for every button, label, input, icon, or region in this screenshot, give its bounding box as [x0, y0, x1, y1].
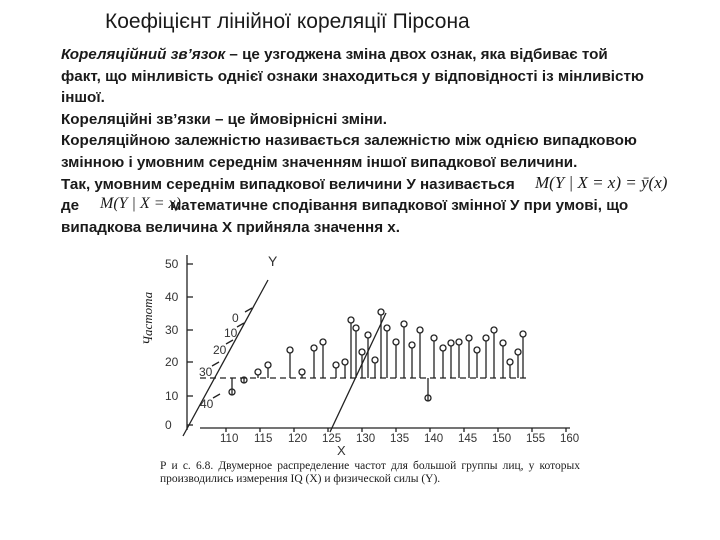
x-tick-label: 135: [390, 433, 410, 445]
data-point: [440, 345, 446, 351]
x-tick-label: 110: [220, 433, 239, 445]
data-point: [431, 335, 437, 341]
data-point: [287, 347, 293, 353]
y-axis-title: Частота: [140, 291, 155, 345]
y-line-tick-label: 0: [232, 311, 239, 325]
y-line-tick-label: 30: [199, 365, 213, 379]
data-point: [333, 362, 339, 368]
y-line-tick-label: 10: [224, 326, 238, 340]
data-point: [348, 317, 354, 323]
dependence-line-1: Кореляційною залежністю називається залежністю між однією випадковою: [61, 132, 637, 150]
y-line-label: Y: [268, 253, 278, 269]
figure-caption: Р и с. 6.8. Двумерное распределение частот для большой группы лиц, у которых производились измерения IQ (X) и физической силы (Y).: [160, 460, 580, 485]
data-point: [359, 349, 365, 355]
data-point: [409, 342, 415, 348]
x-tick-label: 150: [492, 433, 512, 445]
dependence-line-2: змінною і умовним середнім значенням іншої випадкової величини.: [61, 153, 578, 171]
conditional-mean-formula: M(Y | X = x) = ȳ(x): [535, 173, 668, 192]
x-tick-label: 125: [322, 433, 342, 445]
data-point: [448, 340, 454, 346]
data-point: [483, 335, 489, 341]
data-point: [265, 362, 271, 368]
y-line-tick-mark: [226, 340, 233, 344]
data-point: [500, 340, 506, 346]
probabilistic-line: Кореляційні зв’язки – це ймовірнісні зміни.: [61, 110, 387, 128]
definition-line-3: іншої.: [61, 89, 105, 107]
definition-text: – це узгоджена зміна двох ознак, яка відбиває той: [225, 46, 608, 63]
y-tick-label: 50: [165, 257, 179, 271]
data-point: [353, 325, 359, 331]
y-tick-label: 0: [165, 418, 172, 432]
y-tick-label: 30: [165, 323, 179, 337]
data-point: [378, 309, 384, 315]
x-tick-label: 160: [560, 433, 580, 445]
x-tick-label: 140: [424, 433, 444, 445]
data-point: [401, 321, 407, 327]
data-point: [311, 345, 317, 351]
y-tick-label: 10: [165, 389, 179, 403]
definition-term: Кореляційний зв’язок: [61, 46, 226, 63]
x-tick-label: 130: [356, 433, 376, 445]
data-point: [342, 359, 348, 365]
y-tick-label: 20: [165, 355, 179, 369]
x-tick-label: 120: [288, 433, 308, 445]
data-point: [299, 369, 305, 375]
y-tick-label: 40: [165, 290, 179, 304]
where-word: де: [61, 197, 80, 215]
x-axis-title: X: [337, 443, 346, 458]
y-regression-line: [183, 280, 268, 436]
data-point: [491, 327, 497, 333]
y-line-tick-mark: [213, 394, 220, 398]
data-point: [320, 339, 326, 345]
data-point: [456, 339, 462, 345]
y-line-tick-label: 40: [200, 397, 214, 411]
condition-line: випадкова величина Х прийняла значення х.: [61, 218, 400, 236]
definition-line-2: факт, що мінливість однієї ознаки знаходиться у відповідності із мінливістю: [61, 67, 644, 85]
x-tick-label: 115: [254, 433, 273, 445]
y-line-tick-mark: [212, 362, 219, 366]
conditional-mean-line: Так, умовним середнім випадкової величини У називається: [61, 175, 515, 193]
x-tick-label: 155: [526, 433, 546, 445]
page-title: Коефіцієнт лінійної кореляції Пірсона: [105, 10, 470, 33]
data-point: [255, 369, 261, 375]
data-point: [372, 357, 378, 363]
where-text: математичне сподівання випадкової змінної У при умові, що: [170, 197, 629, 215]
data-point: [520, 331, 526, 337]
data-point: [393, 339, 399, 345]
data-point: [507, 359, 513, 365]
data-point: [417, 327, 423, 333]
y-line-tick-label: 20: [213, 343, 227, 357]
data-point: [466, 335, 472, 341]
data-point: [515, 349, 521, 355]
data-point: [365, 332, 371, 338]
data-point: [384, 325, 390, 331]
x-tick-label: 145: [458, 433, 478, 445]
conditional-expectation-formula: M(Y | X = x): [100, 195, 181, 212]
data-point: [474, 347, 480, 353]
